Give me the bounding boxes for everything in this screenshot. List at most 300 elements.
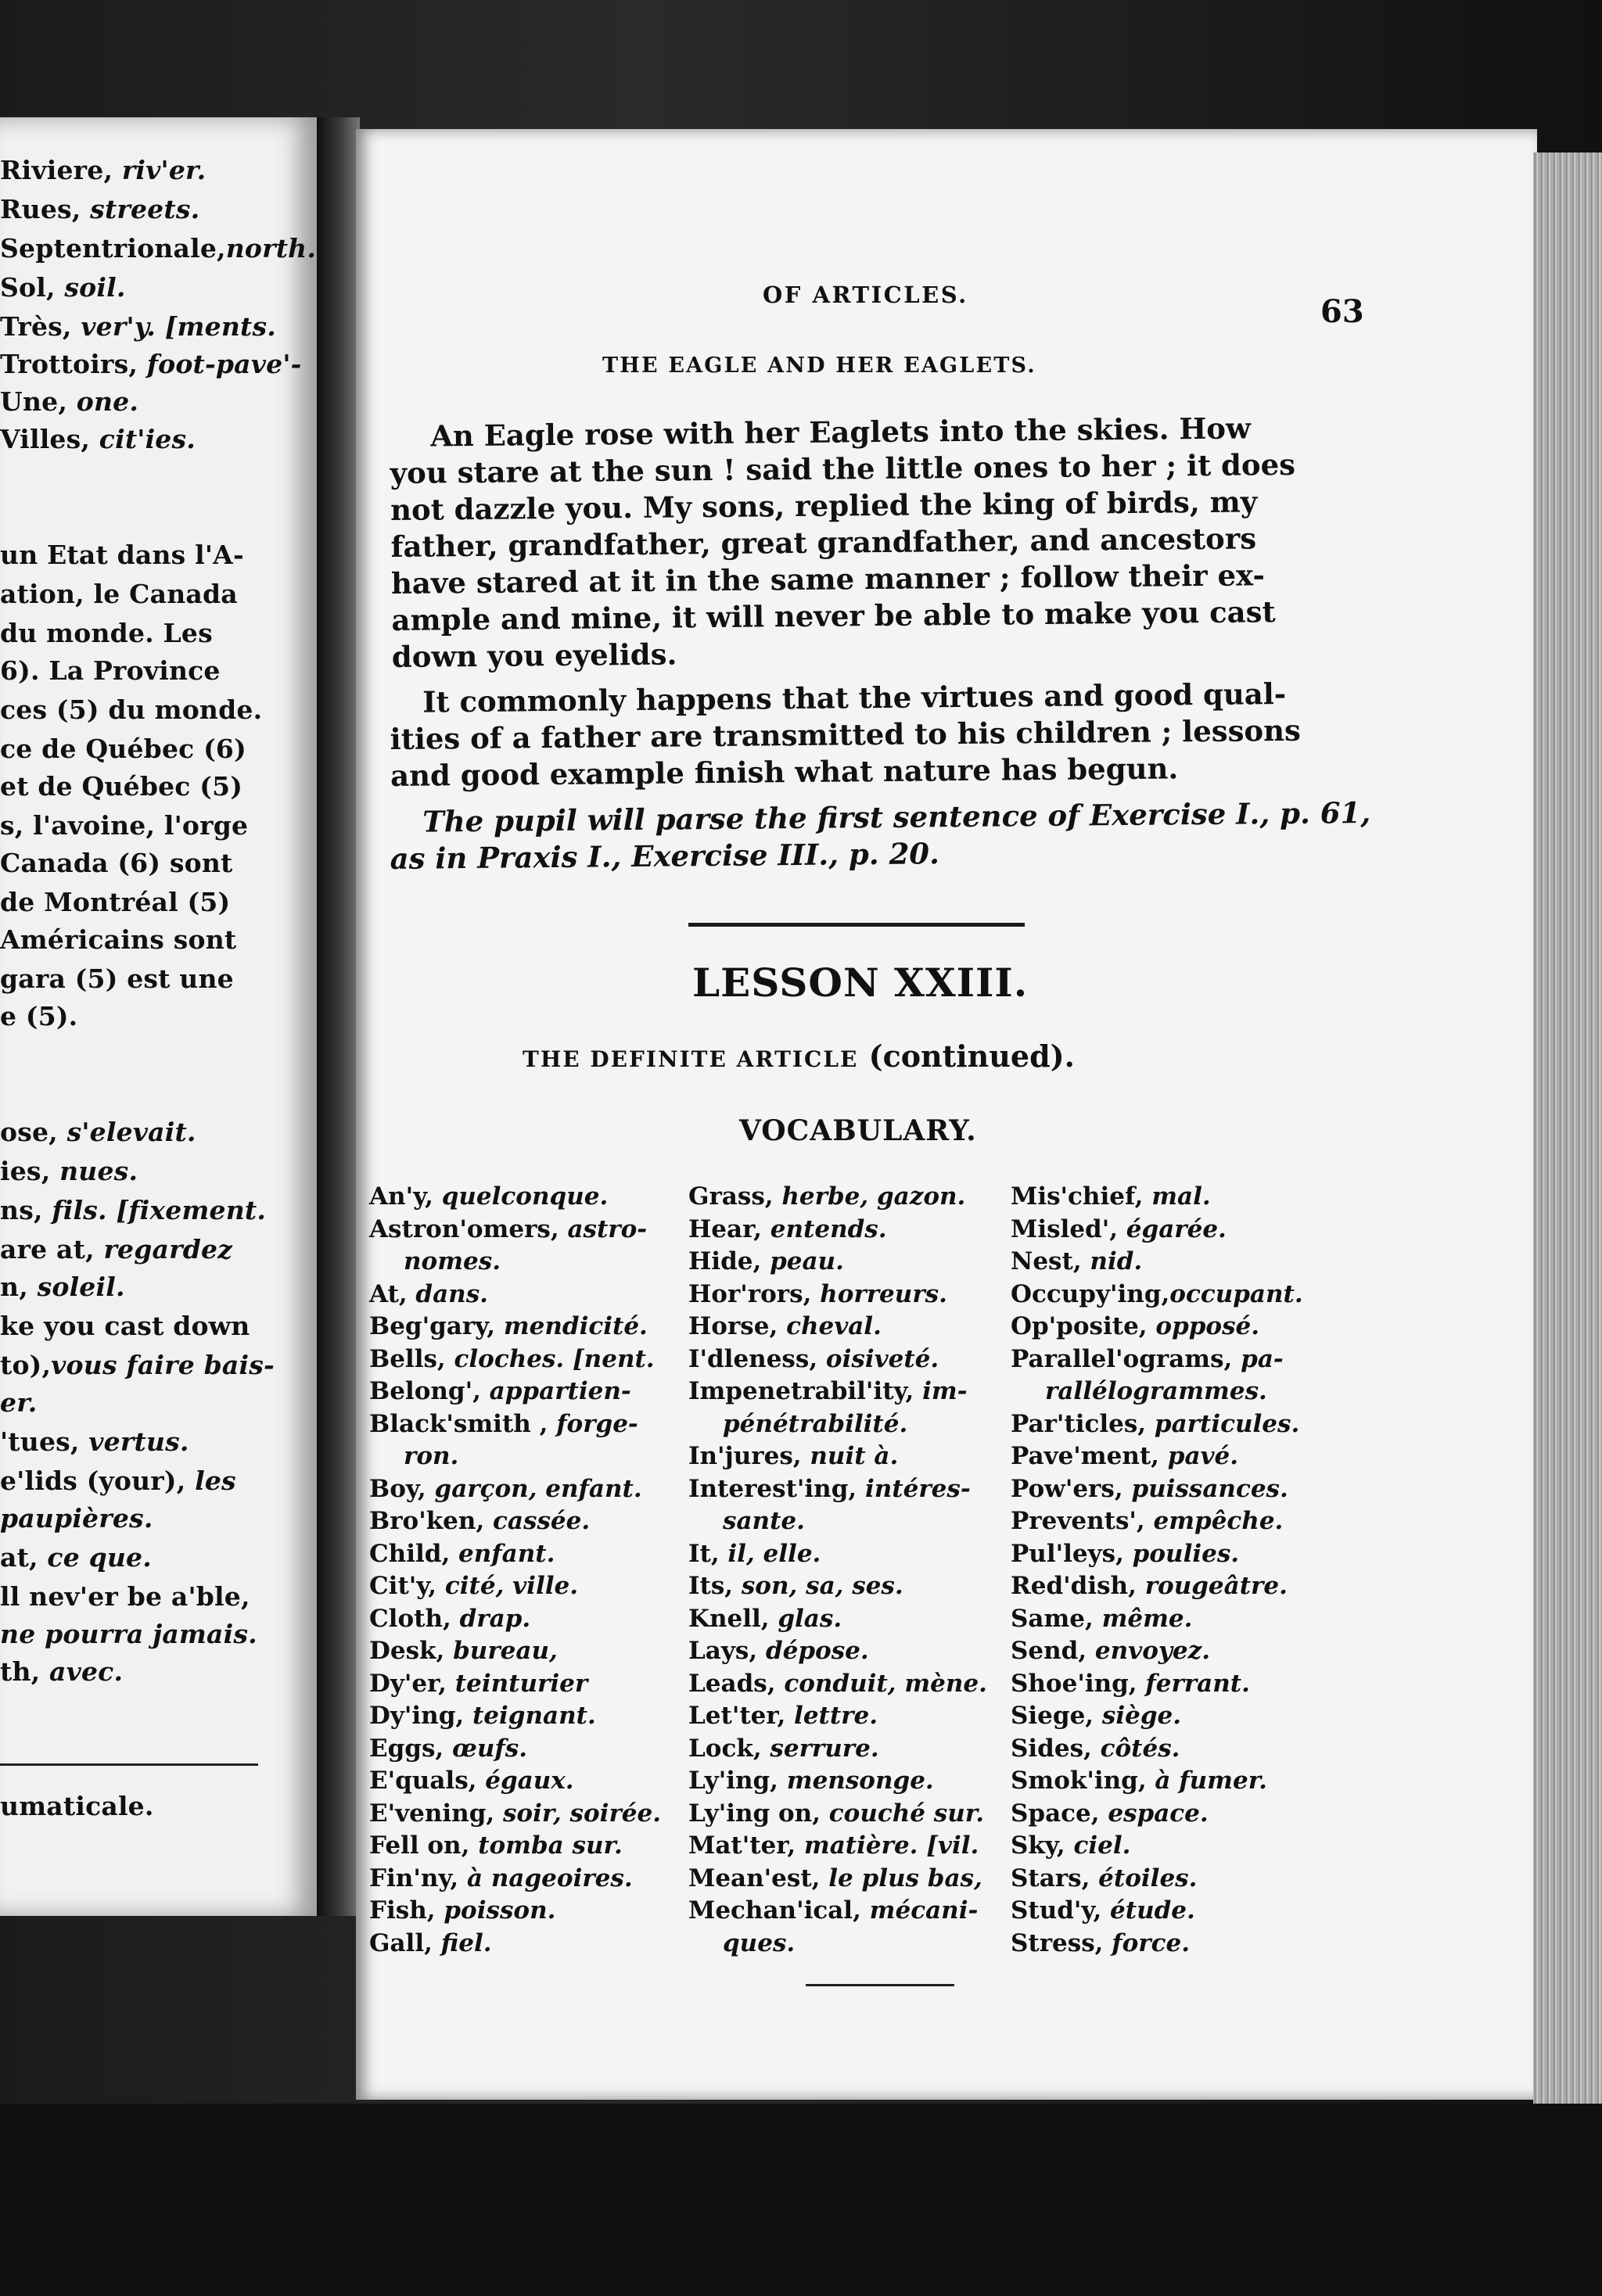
- vocabulary-entry: [369, 1700, 661, 1733]
- vocabulary-entry: [688, 1700, 987, 1733]
- left-gloss: riv'er.: [121, 155, 207, 185]
- vocabulary-entry: [369, 1863, 661, 1896]
- vocabulary-entry: [688, 1798, 987, 1831]
- text-line: have stared at it in the same manner ; follow their ex-: [390, 558, 1266, 601]
- vocabulary-entry: [1011, 1863, 1303, 1896]
- vocabulary-gloss: espace.: [1108, 1799, 1209, 1828]
- vocabulary-entry: [369, 1473, 661, 1506]
- left-word: ce de Québec (6): [0, 734, 246, 764]
- vocabulary-entry: [1011, 1246, 1303, 1279]
- text-line: ample and mine, it will never be able to make you cast: [391, 594, 1276, 637]
- left-page-line: [0, 579, 238, 609]
- left-word: ll nev'er be a'ble,: [0, 1581, 250, 1612]
- vocabulary-word: Pave'ment,: [1011, 1442, 1168, 1470]
- vocabulary-gloss: quelconque.: [441, 1182, 609, 1211]
- vocabulary-word: Parallel'ograms,: [1011, 1344, 1241, 1373]
- vocabulary-word: Black'smith ,: [369, 1409, 557, 1438]
- vocabulary-entry: [1011, 1279, 1303, 1311]
- vocabulary-entry: [688, 1635, 987, 1668]
- left-word: Canada (6) sont: [0, 848, 233, 878]
- vocabulary-gloss: pénétrabilité.: [723, 1409, 908, 1438]
- vocabulary-entry: [1011, 1570, 1303, 1603]
- vocabulary-entry: [688, 1181, 987, 1214]
- vocabulary-word: E'quals,: [369, 1767, 486, 1795]
- left-page-line: [0, 1619, 257, 1649]
- vocabulary-heading: VOCABULARY.: [739, 1114, 977, 1147]
- vocabulary-entry: [688, 1473, 987, 1506]
- vocabulary-word: Occupy'ing,: [1011, 1279, 1170, 1308]
- vocabulary-entry: [1011, 1214, 1303, 1247]
- vocabulary-gloss: oisiveté.: [825, 1344, 939, 1373]
- vocabulary-word: Op'posite,: [1011, 1312, 1156, 1340]
- vocabulary-gloss: nuit à.: [810, 1442, 899, 1470]
- vocabulary-entry: [369, 1570, 661, 1603]
- vocabulary-entry: [688, 1538, 987, 1571]
- vocabulary-entry: [688, 1279, 987, 1311]
- vocabulary-gloss: poisson.: [444, 1896, 556, 1925]
- vocabulary-gloss: intéres-: [864, 1474, 971, 1503]
- left-word: ces (5) du monde.: [0, 694, 263, 725]
- vocabulary-entry: [1011, 1408, 1303, 1441]
- vocabulary-word: Mat'ter,: [688, 1831, 804, 1860]
- vocabulary-word: In'jures,: [688, 1442, 810, 1470]
- vocabulary-entry: [369, 1408, 661, 1441]
- vocabulary-entry: [688, 1863, 987, 1896]
- vocabulary-entry: [1011, 1635, 1303, 1668]
- left-gloss: les: [195, 1465, 236, 1496]
- left-page-line: [0, 618, 213, 648]
- left-word: gara (5) est une: [0, 963, 234, 994]
- vocabulary-gloss: à fumer.: [1155, 1767, 1267, 1795]
- vocabulary-gloss: rougeâtre.: [1144, 1572, 1288, 1600]
- vocabulary-gloss: horreurs.: [820, 1279, 947, 1308]
- text-line: The pupil will parse the first sentence of Exercise I., p. 61,: [422, 795, 1371, 839]
- vocabulary-word: Belong',: [369, 1377, 490, 1405]
- vocabulary-entry: [688, 1928, 987, 1961]
- story-title: THE EAGLE AND HER EAGLETS.: [602, 353, 1036, 378]
- left-page-line: [0, 694, 262, 725]
- vocabulary-entry: [369, 1279, 661, 1311]
- left-page-line: [0, 1791, 154, 1821]
- left-page-line: [0, 771, 242, 802]
- left-page-line: [0, 1156, 138, 1186]
- vocabulary-gloss: égaux.: [485, 1767, 574, 1795]
- vocabulary-gloss: égarée.: [1126, 1214, 1227, 1243]
- vocabulary-gloss: im-: [922, 1377, 968, 1405]
- vocabulary-gloss: conduit, mène.: [784, 1669, 987, 1698]
- lesson-subtitle: [523, 1039, 1075, 1074]
- vocabulary-entry: [369, 1214, 661, 1247]
- vocabulary-gloss: peau.: [770, 1247, 844, 1275]
- vocabulary-word: Its,: [688, 1572, 742, 1600]
- vocabulary-word: E'vening,: [369, 1799, 503, 1828]
- left-word: Une,: [0, 386, 77, 417]
- vocabulary-entry: [369, 1798, 661, 1831]
- vocabulary-gloss: sante.: [723, 1507, 805, 1535]
- vocabulary-gloss: côtés.: [1100, 1734, 1180, 1763]
- vocabulary-word: Mechan'ical,: [688, 1896, 870, 1925]
- vocabulary-entry: [1011, 1765, 1303, 1798]
- left-gloss: streets.: [90, 194, 200, 224]
- vocabulary-gloss: dans.: [415, 1279, 488, 1308]
- left-page-line: [0, 1195, 266, 1225]
- text-line: as in Praxis I., Exercise III., p. 20.: [390, 836, 940, 876]
- vocabulary-word: Horse,: [688, 1312, 787, 1340]
- left-page-line: [0, 887, 230, 917]
- scan-bottom-border: [0, 2104, 1602, 2296]
- vocabulary-gloss: lettre.: [794, 1702, 878, 1730]
- vocabulary-word: Desk,: [369, 1637, 454, 1665]
- vocabulary-word: Interest'ing,: [688, 1474, 865, 1503]
- left-page-line: [0, 349, 302, 379]
- vocabulary-gloss: étoiles.: [1098, 1864, 1198, 1892]
- vocabulary-entry: [1011, 1700, 1303, 1733]
- vocabulary-gloss: siège.: [1101, 1702, 1182, 1730]
- left-word: Septentrionale,: [0, 233, 226, 264]
- left-gloss: paupières.: [0, 1503, 153, 1534]
- left-page-line: [0, 424, 196, 454]
- running-head: OF ARTICLES.: [763, 282, 968, 308]
- closing-rule: [806, 1984, 954, 1986]
- vocabulary-gloss: opposé.: [1155, 1312, 1260, 1340]
- vocabulary-word: Same,: [1011, 1604, 1102, 1633]
- vocabulary-entry: [369, 1311, 661, 1344]
- vocabulary-word: Hear,: [688, 1214, 770, 1243]
- vocabulary-gloss: empêche.: [1153, 1507, 1284, 1535]
- left-gloss: foot-pave'-: [146, 349, 302, 379]
- vocabulary-entry: [369, 1376, 661, 1408]
- vocabulary-gloss: il, elle.: [727, 1539, 821, 1568]
- left-page-line: [0, 963, 234, 994]
- vocabulary-word: Misled',: [1011, 1214, 1126, 1243]
- text-line: An Eagle rose with her Eaglets into the skies. How: [430, 411, 1252, 454]
- left-page-line: [0, 1465, 236, 1496]
- vocabulary-word: Par'ticles,: [1011, 1409, 1155, 1438]
- vocabulary-gloss: poulies.: [1132, 1539, 1240, 1568]
- vocabulary-gloss: ciel.: [1073, 1831, 1131, 1860]
- vocabulary-entry: [688, 1765, 987, 1798]
- vocabulary-word: Bells,: [369, 1344, 454, 1373]
- vocabulary-entry: [688, 1570, 987, 1603]
- vocabulary-word: Siege,: [1011, 1702, 1102, 1730]
- vocabulary-entry: [688, 1214, 987, 1247]
- left-word: Riviere,: [0, 155, 122, 185]
- left-page-line: [0, 1234, 232, 1265]
- left-word: at,: [0, 1542, 48, 1573]
- vocabulary-entry: [1011, 1538, 1303, 1571]
- vocabulary-word: Stress,: [1011, 1928, 1112, 1957]
- left-word: Très,: [0, 311, 81, 342]
- vocabulary-word: Pow'ers,: [1011, 1474, 1132, 1503]
- vocabulary-gloss: soir, soirée.: [502, 1799, 662, 1828]
- vocabulary-word: Cit'y,: [369, 1572, 445, 1600]
- left-word: are at,: [0, 1234, 104, 1265]
- vocabulary-gloss: couché sur.: [828, 1799, 985, 1828]
- left-word: Villes,: [0, 424, 99, 454]
- vocabulary-word: Pul'leys,: [1011, 1539, 1133, 1568]
- vocabulary-entry: [1011, 1895, 1303, 1928]
- vocabulary-entry: [369, 1830, 661, 1863]
- vocabulary-gloss: pa-: [1241, 1344, 1284, 1373]
- vocabulary-entry: [688, 1895, 987, 1928]
- vocabulary-gloss: tomba sur.: [478, 1831, 623, 1860]
- vocabulary-entry: [688, 1830, 987, 1863]
- vocabulary-word: Stud'y,: [1011, 1896, 1111, 1925]
- vocabulary-gloss: teinturier: [454, 1669, 588, 1698]
- left-page-line: [0, 155, 206, 185]
- vocabulary-gloss: rallélogrammes.: [1045, 1377, 1267, 1405]
- left-word: n,: [0, 1272, 38, 1302]
- vocabulary-entry: [688, 1603, 987, 1636]
- left-word: th,: [0, 1656, 50, 1687]
- vocabulary-word: Hide,: [688, 1247, 770, 1275]
- left-gloss: one.: [76, 386, 139, 417]
- left-page-line: [0, 848, 232, 878]
- vocabulary-gloss: forge-: [556, 1409, 638, 1438]
- vocabulary-word: An'y,: [369, 1182, 442, 1211]
- left-page-line: [0, 924, 236, 955]
- vocabulary-word: Eggs,: [369, 1734, 453, 1763]
- vocabulary-word: Hor'rors,: [688, 1279, 821, 1308]
- text-line: and good example finish what nature has begun.: [390, 751, 1179, 793]
- vocabulary-word: It,: [688, 1539, 728, 1568]
- vocabulary-word: Shoe'ing,: [1011, 1669, 1146, 1698]
- vocabulary-entry: [688, 1733, 987, 1766]
- vocabulary-gloss: même.: [1101, 1604, 1193, 1633]
- left-page-line: [0, 1581, 250, 1612]
- vocabulary-gloss: occupant.: [1169, 1279, 1303, 1308]
- vocabulary-entry: [1011, 1440, 1303, 1473]
- left-page-line: [0, 194, 199, 224]
- vocabulary-entry: [688, 1376, 987, 1408]
- vocabulary-word: Fish,: [369, 1896, 444, 1925]
- vocabulary-gloss: garçon, enfant.: [434, 1474, 642, 1503]
- left-word: ke you cast down: [0, 1311, 250, 1341]
- vocabulary-entry: [1011, 1668, 1303, 1701]
- vocabulary-entry: [369, 1538, 661, 1571]
- left-word: e'lids (your),: [0, 1465, 196, 1496]
- left-page-line: [0, 1350, 275, 1380]
- text-line: down you eyelids.: [391, 637, 677, 674]
- left-word: Trottoirs,: [0, 349, 147, 379]
- left-gloss: vous faire bais-: [51, 1350, 275, 1380]
- left-page-line: [0, 540, 244, 570]
- left-page-line: [0, 1387, 37, 1418]
- vocabulary-gloss: mendicité.: [503, 1312, 648, 1340]
- vocabulary-column-1: [369, 1181, 661, 1960]
- vocabulary-gloss: bureau,: [453, 1637, 558, 1665]
- left-gloss: vertus.: [88, 1426, 189, 1457]
- vocabulary-word: Prevents',: [1011, 1507, 1154, 1535]
- vocabulary-entry: [369, 1344, 661, 1376]
- vocabulary-word: Nest,: [1011, 1247, 1090, 1275]
- vocabulary-entry: [688, 1440, 987, 1473]
- vocabulary-entry: [369, 1928, 661, 1961]
- vocabulary-word: Leads,: [688, 1669, 785, 1698]
- left-gloss: fils. [fixement.: [52, 1195, 267, 1225]
- vocabulary-gloss: à nageoires.: [466, 1864, 633, 1892]
- vocabulary-gloss: glas.: [778, 1604, 842, 1633]
- left-page-line: [0, 311, 276, 342]
- vocabulary-entry: [688, 1408, 987, 1441]
- vocabulary-word: Fin'ny,: [369, 1864, 467, 1892]
- vocabulary-gloss: appartien-: [489, 1377, 631, 1405]
- vocabulary-gloss: drap.: [459, 1604, 531, 1633]
- vocabulary-gloss: matière. [vil.: [803, 1831, 979, 1860]
- vocabulary-word: Dy'er,: [369, 1669, 455, 1698]
- text-line: you stare at the sun ! said the little ones to her ; it does: [390, 447, 1296, 490]
- vocabulary-entry: [369, 1246, 661, 1279]
- vocabulary-entry: [1011, 1473, 1303, 1506]
- left-word: e (5).: [0, 1001, 78, 1031]
- left-page-line: [0, 233, 316, 264]
- left-word: et de Québec (5): [0, 771, 243, 802]
- left-page-line: [0, 1542, 152, 1573]
- vocabulary-gloss: son, sa, ses.: [741, 1572, 903, 1600]
- vocabulary-gloss: particules.: [1154, 1409, 1300, 1438]
- vocabulary-word: Sides,: [1011, 1734, 1101, 1763]
- vocabulary-gloss: herbe, gazon.: [781, 1182, 966, 1211]
- section-divider: [688, 923, 1025, 927]
- vocabulary-entry: [1011, 1830, 1303, 1863]
- left-gloss: soleil.: [37, 1272, 125, 1302]
- vocabulary-entry: [688, 1668, 987, 1701]
- vocabulary-word: Boy,: [369, 1474, 435, 1503]
- left-gloss: north.: [225, 233, 317, 264]
- text-line: father, grandfather, great grandfather, and ancestors: [390, 521, 1257, 564]
- left-word: 'tues,: [0, 1426, 89, 1457]
- vocabulary-word: Grass,: [688, 1182, 782, 1211]
- vocabulary-word: Mis'chief,: [1011, 1182, 1152, 1211]
- left-word: umaticale.: [0, 1791, 154, 1821]
- left-page-line: [0, 1117, 196, 1147]
- vocabulary-entry: [369, 1440, 661, 1473]
- vocabulary-word: Sky,: [1011, 1831, 1074, 1860]
- left-word: Sol,: [0, 272, 65, 303]
- exercise-instruction: [390, 795, 1371, 877]
- left-word: s, l'avoine, l'orge: [0, 810, 249, 841]
- vocabulary-word: At,: [369, 1279, 416, 1308]
- vocabulary-word: Beg'gary,: [369, 1312, 504, 1340]
- left-page-line: [0, 1426, 189, 1457]
- vocabulary-entry: [1011, 1798, 1303, 1831]
- vocabulary-gloss: nomes.: [404, 1247, 501, 1275]
- left-word: un Etat dans l'A-: [0, 540, 244, 570]
- vocabulary-gloss: cassée.: [493, 1507, 591, 1535]
- left-page-line: [0, 1001, 77, 1031]
- page-number: 63: [1320, 293, 1364, 330]
- vocabulary-gloss: mal.: [1151, 1182, 1211, 1211]
- vocabulary-entry: [369, 1765, 661, 1798]
- text-line: ities of a father are transmitted to his children ; lessons: [390, 712, 1302, 756]
- left-page-line: [0, 386, 138, 417]
- vocabulary-gloss: œufs.: [452, 1734, 528, 1763]
- story-paragraph-2: [390, 675, 1351, 795]
- vocabulary-entry: [369, 1635, 661, 1668]
- vocabulary-entry: [1011, 1311, 1303, 1344]
- left-gloss: er.: [0, 1387, 38, 1418]
- book-gutter: [317, 117, 360, 1916]
- left-gloss: ce que.: [47, 1542, 152, 1573]
- page-edges: [1533, 152, 1602, 2123]
- vocabulary-gloss: cité, ville.: [444, 1572, 579, 1600]
- vocabulary-word: Ly'ing,: [688, 1767, 787, 1795]
- vocabulary-entry: [369, 1895, 661, 1928]
- vocabulary-entry: [688, 1246, 987, 1279]
- vocabulary-word: Lock,: [688, 1734, 770, 1763]
- vocabulary-word: Let'ter,: [688, 1702, 795, 1730]
- left-page-line: [0, 810, 248, 841]
- left-page-line: [0, 734, 246, 764]
- vocabulary-word: Astron'omers,: [369, 1214, 568, 1243]
- vocabulary-entry: [1011, 1928, 1303, 1961]
- vocabulary-entry: [1011, 1344, 1303, 1376]
- left-gloss: avec.: [49, 1656, 124, 1687]
- vocabulary-word: Fell on,: [369, 1831, 479, 1860]
- vocabulary-word: Cloth,: [369, 1604, 460, 1633]
- vocabulary-word: Child,: [369, 1539, 459, 1568]
- vocabulary-gloss: astro-: [567, 1214, 648, 1243]
- vocabulary-gloss: le plus bas,: [828, 1864, 982, 1892]
- vocabulary-word: Impenetrabil'ity,: [688, 1377, 923, 1405]
- vocabulary-column-3: [1011, 1181, 1303, 1960]
- vocabulary-column-2: [688, 1181, 987, 1960]
- vocabulary-gloss: mensonge.: [786, 1767, 934, 1795]
- left-page-line: [0, 1311, 250, 1341]
- text-line: It commonly happens that the virtues and good qual-: [422, 676, 1287, 719]
- left-word: du monde. Les: [0, 618, 213, 648]
- vocabulary-word: Knell,: [688, 1604, 778, 1633]
- vocabulary-gloss: force.: [1112, 1928, 1191, 1957]
- vocabulary-word: Ly'ing on,: [688, 1799, 829, 1828]
- vocabulary-word: Gall,: [369, 1928, 441, 1957]
- left-gloss: ver'y. [ments.: [81, 311, 276, 342]
- vocabulary-word: I'dleness,: [688, 1344, 826, 1373]
- vocabulary-word: Space,: [1011, 1799, 1108, 1828]
- vocabulary-word: Bro'ken,: [369, 1507, 494, 1535]
- vocabulary-entry: [1011, 1181, 1303, 1214]
- vocabulary-gloss: pavé.: [1167, 1442, 1239, 1470]
- vocabulary-word: Dy'ing,: [369, 1702, 472, 1730]
- vocabulary-gloss: dépose.: [765, 1637, 869, 1665]
- vocabulary-word: Red'dish,: [1011, 1572, 1145, 1600]
- vocabulary-word: Lays,: [688, 1637, 766, 1665]
- vocabulary-gloss: mécani-: [869, 1896, 979, 1925]
- vocabulary-gloss: enfant.: [458, 1539, 555, 1568]
- vocabulary-entry: [1011, 1505, 1303, 1538]
- vocabulary-entry: [1011, 1603, 1303, 1636]
- left-gloss: regardez: [103, 1234, 233, 1265]
- vocabulary-gloss: fiel.: [440, 1928, 492, 1957]
- subtitle-rest: (continued).: [858, 1039, 1075, 1074]
- vocabulary-gloss: serrure.: [770, 1734, 879, 1763]
- vocabulary-entry: [369, 1181, 661, 1214]
- left-word: to),: [0, 1350, 52, 1380]
- left-word: 6). La Province: [0, 655, 221, 686]
- subtitle-small-caps: THE DEFINITE ARTICLE: [523, 1046, 859, 1072]
- left-page-line: [0, 272, 126, 303]
- left-word: ns,: [0, 1195, 52, 1225]
- vocabulary-word: Smok'ing,: [1011, 1767, 1155, 1795]
- vocabulary-gloss: puissances.: [1131, 1474, 1288, 1503]
- vocabulary-gloss: cloches. [nent.: [454, 1344, 655, 1373]
- story-paragraph-1: [390, 409, 1352, 676]
- vocabulary-word: Stars,: [1011, 1864, 1099, 1892]
- vocabulary-entry: [369, 1603, 661, 1636]
- left-gloss: s'elevait.: [66, 1117, 196, 1147]
- vocabulary-entry: [688, 1505, 987, 1538]
- left-page: [0, 117, 317, 1916]
